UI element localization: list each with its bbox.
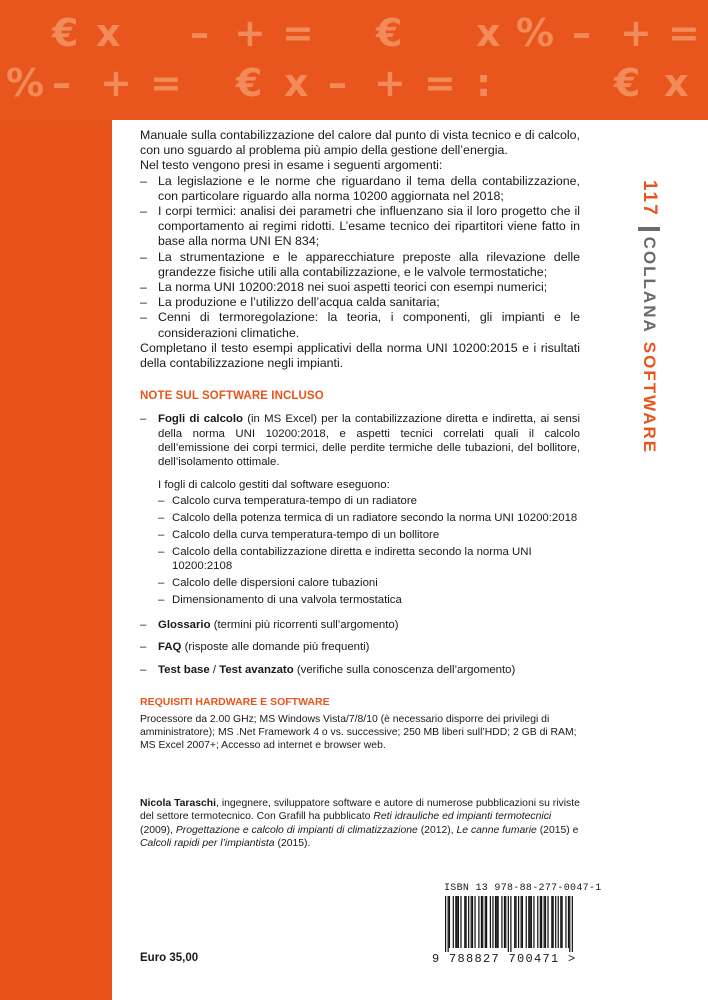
barcode-bar (471, 896, 472, 948)
barcode-bar (551, 896, 552, 948)
author-text: (2015) e (536, 824, 579, 836)
barcode-bar (492, 896, 493, 948)
list-item: – Calcolo della curva temperatura-tempo di un bollitore (158, 528, 580, 542)
barcode (445, 896, 573, 952)
barcode-bar (455, 896, 456, 948)
barcode-bar (482, 896, 483, 948)
barcode-bar (481, 896, 482, 948)
banner-symbol: € (614, 61, 641, 105)
list-item: – Calcolo della contabilizzazione diretta e indiretta secondo la norma UNI 10200:2108 (158, 545, 580, 574)
barcode-bar (521, 896, 522, 948)
barcode-bar (561, 896, 562, 948)
barcode-bar (555, 896, 556, 948)
barcode-bar (526, 896, 527, 948)
barcode-bar (457, 896, 458, 948)
series-number: 117 (639, 180, 660, 217)
barcode-bar (478, 896, 479, 948)
list-item: – Dimensionamento di una valvola termostatica (158, 593, 580, 607)
list-item: – La strumentazione e le apparecchiature preposte alla rilevazione delle grandezze fisiche utili alla contabilizzazione, e le valvole termostatiche; (140, 250, 580, 280)
barcode-bar (468, 896, 469, 948)
barcode-bar (460, 896, 461, 948)
series-name: COLLANA (640, 236, 659, 334)
barcode-bar (540, 896, 541, 948)
back-cover-content (140, 128, 580, 752)
banner-symbol: + (100, 61, 132, 105)
spreadsheet-functions-list (140, 494, 580, 607)
barcode-bar (545, 896, 546, 948)
barcode-bar (510, 896, 511, 952)
banner-symbol: x (664, 61, 689, 105)
barcode-bar (531, 896, 532, 948)
software-item-glossary (140, 618, 580, 632)
barcode-bar (541, 896, 542, 948)
barcode-bar (553, 896, 554, 948)
symbol-banner (0, 0, 708, 120)
barcode-bar (464, 896, 465, 948)
barcode-bar (490, 896, 491, 948)
software-item-label: Test avanzato (219, 663, 294, 676)
spreadsheet-functions-intro: I fogli di calcolo gestiti dal software eseguono: (158, 478, 390, 491)
barcode-bar (533, 896, 534, 948)
author-text: , ingegnere, sviluppatore software e autore di numerose pubblicazioni su riviste del settore termotecnico. Con Grafill ha pubblicato (140, 798, 580, 823)
barcode-bar (544, 896, 545, 948)
banner-symbol: x (284, 61, 309, 105)
barcode-bar (529, 896, 530, 948)
software-item-text: (termini più ricorrenti sull’argomento) (210, 619, 399, 632)
software-notes (140, 412, 580, 676)
barcode-bar (522, 896, 523, 948)
left-orange-strip (0, 120, 112, 1000)
list-item: – Cenni di termoregolazione: la teoria, i componenti, gli impianti e le considerazioni climatiche. (140, 310, 580, 340)
book-title: Le canne fumarie (456, 824, 537, 836)
banner-symbol: – (328, 61, 347, 105)
barcode-bar (448, 896, 449, 952)
barcode-bar (485, 896, 486, 948)
banner-symbol: x (96, 11, 121, 55)
spine-label (638, 180, 660, 454)
banner-symbol: – (52, 61, 71, 105)
barcode-bar (495, 896, 496, 948)
banner-symbol: + (620, 11, 652, 55)
banner-symbol: = (668, 11, 700, 55)
banner-symbol: x (476, 11, 501, 55)
barcode-bar (537, 896, 538, 948)
list-item: – Calcolo della potenza termica di un radiatore secondo la norma UNI 10200:2018 (158, 511, 580, 525)
separator: / (209, 663, 220, 676)
list-item: – Calcolo delle dispersioni calore tubazioni (158, 576, 580, 590)
banner-symbol: € (52, 11, 79, 55)
barcode-digits: 9 788827 700471 > (432, 952, 577, 966)
book-title: Reti idrauliche ed impianti termotecnici (373, 811, 552, 823)
list-item: – Calcolo curva temperatura-tempo di un radiatore (158, 494, 580, 508)
barcode-bar (474, 896, 475, 948)
software-item-text: (in MS Excel) per la contabilizzazione diretta e indiretta, ai sensi della norma UNI 10200:2018, e aspetti tecnici correlati quali il calcolo dell’emissione dei corpi termici, delle perdite termiche delle tubazioni, del bollitore, dell’isolamento ottimale. (158, 413, 581, 469)
barcode-bar (569, 896, 570, 952)
author-name: Nicola Taraschi (140, 798, 217, 809)
software-item-label: Fogli di calcolo (158, 413, 244, 426)
author-bio (140, 797, 580, 851)
banner-symbol: = (282, 11, 314, 55)
barcode-bar (465, 896, 466, 948)
barcode-bar (568, 896, 569, 948)
barcode-bar (514, 896, 515, 948)
software-item-label: FAQ (158, 641, 182, 654)
intro-topics-heading: Nel testo vengono presi in esame i seguenti argomenti: (140, 158, 443, 173)
isbn-label: ISBN 13 978-88-277-0047-1 (444, 883, 602, 894)
requirements-title: REQUISITI HARDWARE E SOFTWARE (140, 695, 330, 708)
software-item-faq (140, 640, 580, 654)
barcode-bar (518, 896, 519, 948)
barcode-bar (453, 896, 454, 948)
banner-symbol: + (374, 61, 406, 105)
barcode-bar (504, 896, 505, 948)
banner-symbol: : (476, 61, 492, 105)
barcode-bar (558, 896, 559, 948)
series-category: SOFTWARE (640, 341, 659, 455)
barcode-bar (445, 896, 446, 952)
list-item: – La produzione e l’utilizzo dell’acqua calda sanitaria; (140, 295, 580, 310)
banner-symbol: = (150, 61, 182, 105)
software-item-tests (140, 663, 580, 677)
barcode-bar (565, 896, 566, 948)
author-text: (2012), (417, 824, 457, 836)
banner-symbol: € (236, 61, 263, 105)
list-item: – La legislazione e le norme che riguardano il tema della contabilizzazione, con particolare riguardo alla norma 10200 aggiornata nel 2018; (140, 174, 580, 204)
software-item-spreadsheets (140, 412, 580, 469)
barcode-bar (497, 896, 498, 948)
list-item: – La norma UNI 10200:2018 nei suoi aspetti teorici con esempi numerici; (140, 280, 580, 295)
barcode-bar (501, 896, 502, 948)
banner-symbol: € (376, 11, 403, 55)
barcode-bar (472, 896, 473, 948)
barcode-bar (505, 896, 506, 948)
barcode-bar (496, 896, 497, 948)
book-title: Calcoli rapidi per l’impiantista (140, 838, 275, 850)
author-text: (2015). (274, 838, 311, 850)
software-item-text: (risposte alle domande più frequenti) (181, 641, 370, 654)
barcode-bar (449, 896, 450, 948)
software-item-label: Test base (158, 663, 210, 676)
list-item: – I corpi termici: analisi dei parametri che influenzano sia il loro progetto che il comportamento ai regimi ridotti. L’esame tecnico dei ripartitori viene fatto in base alla norma UNI EN 834; (140, 204, 580, 250)
barcode-bar (547, 896, 548, 948)
requirements-text: Processore da 2.00 GHz; MS Windows Vista/7/8/10 (è necessario disporre dei privilegi di amministratore); MS .Net Framework 4 o vs. successive; 250 MB liberi sull’HDD; 2 GB di RAM; MS Excel 2007+; Accesso ad internet e browser web. (140, 714, 577, 752)
banner-symbol: – (190, 11, 209, 55)
barcode-bar (560, 896, 561, 948)
spine-divider (638, 227, 660, 231)
software-item-label: Glossario (158, 619, 211, 632)
banner-symbol: = (424, 61, 456, 105)
intro-closing: Completano il testo esempi applicativi della norma UNI 10200:2015 e i risultati della contabilizzazione negli impianti. (140, 340, 580, 371)
banner-symbol: – (572, 11, 591, 55)
barcode-bar (515, 896, 516, 948)
barcode-bar (528, 896, 529, 948)
price: Euro 35,00 (140, 952, 199, 964)
intro-section (140, 128, 580, 371)
barcode-bar (572, 896, 573, 952)
topics-list (140, 174, 580, 341)
software-item-text: (verifiche sulla conoscenza dell’argomento) (293, 663, 516, 676)
banner-symbol: % (516, 11, 555, 55)
software-notes-title: NOTE SUL SOFTWARE INCLUSO (140, 390, 324, 403)
barcode-bar (486, 896, 487, 948)
barcode-bar (508, 896, 509, 952)
barcode-bar (458, 896, 459, 948)
banner-symbol: % (6, 61, 45, 105)
intro-paragraph: Manuale sulla contabilizzazione del calore dal punto di vista tecnico e di calcolo, con uno sguardo al problema più ampio della gestione dell’energia. (140, 128, 580, 158)
banner-symbol: + (234, 11, 266, 55)
book-title: Progettazione e calcolo di impianti di climatizzazione (175, 824, 418, 836)
author-text: (2009), (140, 824, 176, 836)
